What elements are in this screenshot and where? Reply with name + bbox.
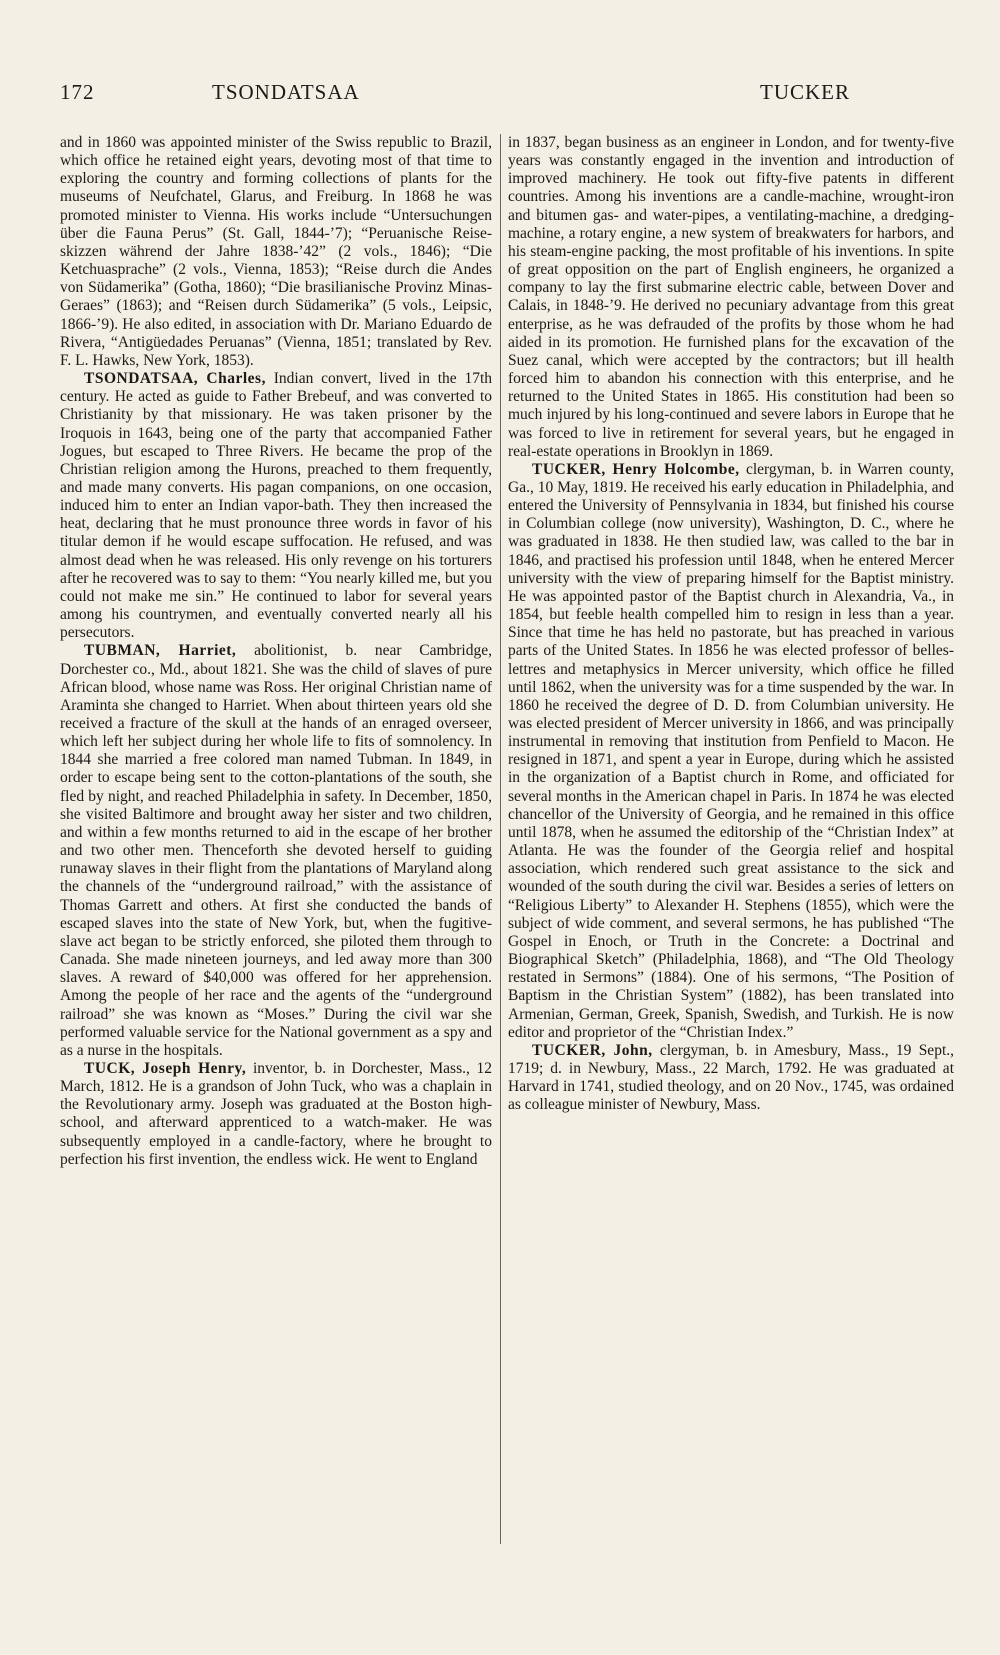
entry-text: clergyman, b. in Warren county, Ga., 10 May, 1819. He received his early education in Philadelphia, and entered the University of Pennsylvania in 1834, but finished his course in Columbian college (now university), Washington, D. C., where he was graduated in 1838. He then studied law, was called to the bar in 1846, and practised his profession until 1848, when he entered Mercer university with the view of preparing himself for the Baptist ministry. He was appointed pastor of the Baptist church in Alexandria, Va., in 1854, but feeble health compelled him to resign in less than a year. Since that time he has held no pastorate, but has preached in various parts of the United States. In 1856 he was elected professor of belles-lettres and metaphysics in Mercer university, which office he filled until 1862, when the university was for a time suspended by the war. In 1860 he received the degree of D. D. from Columbian university. He was elected president of Mercer university in 1866, and was principally instrumental in removing that institution from Penfield to Macon. He resigned in 1871, and spent a year in Europe, during which he assisted in the organization of a Baptist church in Rome, and officiated for several months in the American chapel in Paris. In 1874 he was elected chancellor of the University of Georgia, and he remained in this office until 1878, when he assumed the editorship of the “Christian Index” at Atlanta. He was the founder of the Georgia relief and hospital association, which rendered such great assistance to the sick and wounded of the south during the civil war. Besides a series of letters on “Religious Liberty” to Alexander H. Stephens (1855), which were the subject of wide comment, and several sermons, he has published “The Gospel in Enoch, or Truth in the Concrete: a Doctrinal and Biographical Sketch” (Philadelphia, 1868), and “The Old Theology restated in Sermons” (1884). One of his sermons, “The Position of Baptism in the Christian System” (1882), has been translated into Armenian, German, Greek, Spanish, Swedish, and Turkish. He is now editor and proprietor of the “Christian Index.”: [508, 460, 954, 1041]
entry-tsondatsaa: [60, 370, 492, 642]
continued-entry-text: and in 1860 was appointed minister of the Swiss republic to Brazil, which office he retained eight years, devoting most of that time to exploring the country and forming collections of plants for the museums of Neufchatel, Glarus, and Freiburg. In 1868 he was promoted minister to Vienna. His works include “Untersuchungen über die Fauna Perus” (St. Gall, 1844-’7); “Peruanische Reise-skizzen während der Jahre 1838-’42” (2 vols., 1846); “Die Ketchuasprache” (2 vols., Vienna, 1853); “Reise durch die Andes von Südamerika” (Gotha, 1860); “Die brasilianische Provinz Minas-Geraes” (1863); and “Reisen durch Südamerika” (5 vols., Leipsic, 1866-’9). He also edited, in association with Dr. Mariano Eduardo de Rivera, “Antigüedades Peruanas” (Vienna, 1851; translated by Rev. F. L. Hawks, New York, 1853).: [60, 134, 492, 369]
entry-headword: TUBMAN, Harriet,: [84, 642, 237, 660]
continued-entry-text: in 1837, began business as an engineer in London, and for twenty-five years was constantly engaged in the invention and introduction of improved machinery. He took out fifty-five patents in different countries. Among his inventions are a candle-machine, wrought-iron and bitumen gas- and water-pipes, a ventilating-machine, a dredging-machine, a rotary engine, a new system of breakwaters for harbors, and his steam-engine packing, the most profitable of his inventions. In spite of great opposition on the part of English engineers, he organized a company to lay the first submarine electric cable, between Dover and Calais, in 1848-’9. He derived no pecuniary advantage from this great enterprise, as he was defrauded of the profits by those whom he had aided in its promotion. He furnished plans for the excavation of the Suez canal, which were accepted by the contractors; but ill health forced him to abandon his connection with this enterprise, and he returned to the United States in 1865. His constitution had been so much injured by his long-continued and severe labors in Europe that he was forced to live in retirement for several years, but he engaged in real-estate operations in Brooklyn in 1869.: [508, 134, 954, 460]
right-running-title: TUCKER: [760, 80, 850, 104]
left-running-title: TSONDATSAA: [212, 80, 360, 104]
entry-tubman: [60, 642, 492, 1060]
left-column: [60, 134, 492, 1169]
column-divider: [500, 134, 501, 1544]
entry-headword: TSONDATSAA, Charles,: [84, 370, 266, 388]
right-column: [508, 134, 954, 1114]
entry-tucker-henry: [508, 461, 954, 1042]
entry-headword: TUCK, Joseph Henry,: [84, 1059, 247, 1077]
entry-tucker-john: [508, 1042, 954, 1115]
entry-text: clergyman, b. in Amesbury, Mass., 19 Sept., 1719; d. in Newbury, Mass., 22 March, 1792. He was graduated at Harvard in 1741, studied theology, and on 20 Nov., 1745, was ordained as colleague minister of Newbury, Mass.: [508, 1041, 954, 1114]
entry-tuck: [60, 1060, 492, 1169]
entry-text: Indian convert, lived in the 17th century. He acted as guide to Father Brebeuf, and was converted to Christianity by that missionary. He was taken prisoner by the Iroquois in 1643, being one of the party that accompanied Father Jogues, but escaped to Three Rivers. He became the prop of the Christian religion among the Hurons, preached to them frequently, and made many converts. His pagan companions, on one occasion, induced him to enter an Indian vapor-bath. They then increased the heat, declaring that he must pronounce three words in favor of his titular demon if he would escape suffocation. He refused, and was almost dead when he was released. His only revenge on his torturers after he recovered was to say to them: “You nearly killed me, but you could not make me sin.” He continued to labor for several years among his countrymen, and eventually converted nearly all his persecutors.: [60, 370, 493, 642]
entry-headword: TUCKER, Henry Holcombe,: [532, 460, 740, 478]
entry-headword: TUCKER, John,: [532, 1041, 653, 1059]
page-number: 172: [60, 80, 95, 104]
entry-text: abolitionist, b. near Cambridge, Dorchester co., Md., about 1821. She was the child of slaves of pure African blood, whose name was Ross. Her original Christian name of Araminta she changed to Harriet. When about thirteen years old she received a fracture of the skull at the hands of an enraged overseer, which left her subject during her whole life to fits of somnolency. In 1844 she married a free colored man named Tubman. In 1849, in order to escape being sent to the cotton-plantations of the south, she fled by night, and reached Philadelphia in safety. In December, 1850, she visited Baltimore and brought away her sister and two children, and within a few months returned to aid in the escape of her brother and two other men. Thenceforth she devoted herself to guiding runaway slaves in their flight from the plantations of Maryland along the channels of the “underground railroad,” with the assistance of Thomas Garrett and others. At first she conducted the bands of escaped slaves into the state of New York, but, when the fugitive-slave act began to be strictly enforced, she piloted them through to Canada. She made nineteen journeys, and led away more than 300 slaves. A reward of $40,000 was offered for her apprehension. Among the people of her race and the agents of the “underground railroad” she was known as “Moses.” During the civil war she performed valuable service for the National government as a spy and as a nurse in the hospitals.: [60, 642, 492, 1059]
entry-text: inventor, b. in Dorchester, Mass., 12 March, 1812. He is a grandson of John Tuck, who was a chaplain in the Revolutionary army. Joseph was graduated at the Boston high-school, and afterward apprenticed to a watch-maker. He was subsequently employed in a candle-factory, where he brought to perfection his first invention, the endless wick. He went to England: [60, 1059, 492, 1168]
running-header: [60, 80, 850, 110]
